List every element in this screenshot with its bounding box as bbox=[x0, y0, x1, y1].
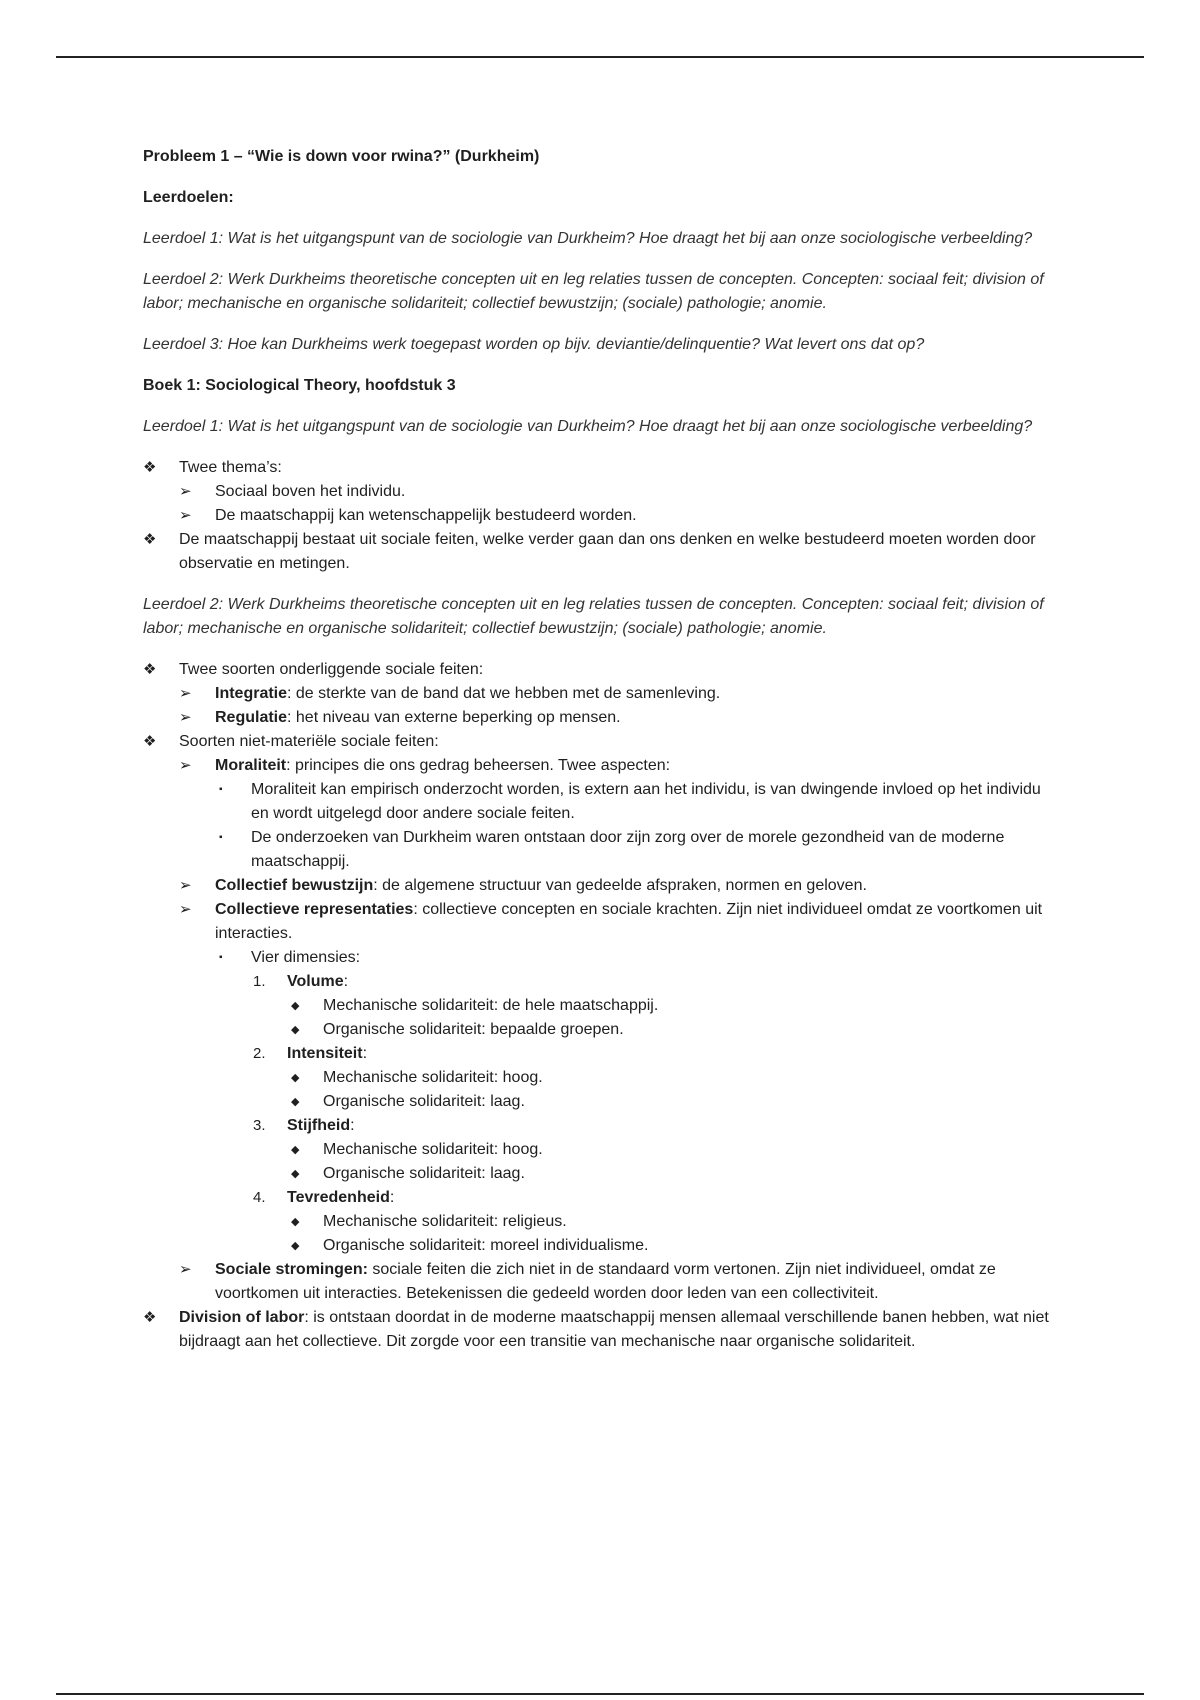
diamond-small-bullet-icon: ◆ bbox=[291, 1240, 300, 1252]
square-bullet-icon: ▪ bbox=[219, 832, 223, 843]
list-item: ➢ Integratie: de sterkte van de band dat we hebben met de samenleving. bbox=[179, 682, 1063, 706]
footer-rule bbox=[56, 1693, 1144, 1695]
square-bullet-icon: ▪ bbox=[219, 784, 223, 795]
diamond-bullet-icon: ❖ bbox=[143, 733, 157, 750]
diamond-small-bullet-icon: ◆ bbox=[291, 1096, 300, 1108]
diamond-small-bullet-icon: ◆ bbox=[291, 1216, 300, 1228]
list-item: ◆ Mechanische solidariteit: hoog. bbox=[287, 1066, 1063, 1090]
arrow-bullet-icon: ➢ bbox=[179, 709, 192, 726]
arrow-bullet-icon: ➢ bbox=[179, 877, 192, 894]
arrow-bullet-icon: ➢ bbox=[179, 757, 192, 774]
arrow-bullet-icon: ➢ bbox=[179, 685, 192, 702]
section-1-list bbox=[143, 456, 1063, 576]
list-item: ◆ Mechanische solidariteit: hoog. bbox=[287, 1138, 1063, 1162]
list-item: ➢ Regulatie: het niveau van externe beperking op mensen. bbox=[179, 706, 1063, 730]
list-item: ◆ Mechanische solidariteit: de hele maatschappij. bbox=[287, 994, 1063, 1018]
diamond-small-bullet-icon: ◆ bbox=[291, 1000, 300, 1012]
list-item: ▪ De onderzoeken van Durkheim waren ontstaan door zijn zorg over de morele gezondheid van de moderne maatschappij. bbox=[215, 826, 1063, 874]
list-item: ◆ Organische solidariteit: bepaalde groepen. bbox=[287, 1018, 1063, 1042]
list-item: ▪ Vier dimensies: 1. Volume: ◆ Mechanische solidariteit: de hele maatschappij. ◆ Organische solidariteit: bepaalde groepen. 2. Intensiteit: ◆ Mechanische solidariteit: hoog. ◆ Organische solidariteit: laag. 3. Stijfheid: ◆ Mechanische solidariteit: hoog. ◆ Organische solidariteit: laag. 4. Tevredenheid: ◆ Mechanische solidariteit: religieus. ◆ Organische solidariteit: moreel individualisme. bbox=[215, 946, 1063, 1258]
list-item: ▪ Moraliteit kan empirisch onderzocht worden, is extern aan het individu, is van dwingende invloed op het individu en wordt uitgelegd door andere sociale feiten. bbox=[215, 778, 1063, 826]
diamond-small-bullet-icon: ◆ bbox=[291, 1168, 300, 1180]
dimensions-list bbox=[251, 970, 1063, 1258]
list-item: ❖ Division of labor: is ontstaan doordat in de moderne maatschappij mensen allemaal verschillende banen hebben, wat niet bijdraagt aan het collectieve. Dit zorgde voor een transitie van mechanische naar organische solidariteit. bbox=[143, 1306, 1063, 1354]
list-item: ◆ Organische solidariteit: moreel individualisme. bbox=[287, 1234, 1063, 1258]
list-item: ➢ Collectieve representaties: collectieve concepten en sociale krachten. Zijn niet individueel omdat ze voortkomen uit interacties. ▪ Vier dimensies: 1. Volume: ◆ Mechanische solidariteit: de hele maatschappij. ◆ Organische solidariteit: bepaalde groepen. 2. Intensiteit: ◆ Mechanische solidariteit: hoog. ◆ Organische solidariteit: laag. 3. Stijfheid: ◆ Mechanische solidariteit: hoog. ◆ Organische solidariteit: laag. 4. Tevredenheid: ◆ Mechanische solidariteit: religieus. ◆ Organische solidariteit: moreel individualisme. bbox=[179, 898, 1063, 1258]
list-item: ➢ Sociale stromingen: sociale feiten die zich niet in de standaard vorm vertonen. Zijn niet individueel, omdat ze voortkomen uit interacties. Betekenissen die gedeeld worden door leden van een collectiviteit. bbox=[179, 1258, 1063, 1306]
list-item: ◆ Organische solidariteit: laag. bbox=[287, 1162, 1063, 1186]
leerdoelen-heading: Leerdoelen: bbox=[143, 189, 234, 206]
diamond-bullet-icon: ❖ bbox=[143, 459, 157, 476]
list-item: 3. Stijfheid: ◆ Mechanische solidariteit: hoog. ◆ Organische solidariteit: laag. bbox=[251, 1114, 1063, 1186]
learning-goal-1: Leerdoel 1: Wat is het uitgangspunt van de sociologie van Durkheim? Hoe draagt het bij aan onze sociologische verbeelding? bbox=[143, 230, 1033, 247]
list-item: ➢ De maatschappij kan wetenschappelijk bestudeerd worden. bbox=[179, 504, 1063, 528]
document-body bbox=[143, 145, 1063, 1371]
diamond-bullet-icon: ❖ bbox=[143, 661, 157, 678]
list-item: ❖ Twee soorten onderliggende sociale feiten: ➢ Integratie: de sterkte van de band dat we hebben met de samenleving. ➢ Regulatie: het niveau van externe beperking op mensen. bbox=[143, 658, 1063, 730]
header-rule bbox=[56, 56, 1144, 58]
arrow-bullet-icon: ➢ bbox=[179, 901, 192, 918]
list-item: 2. Intensiteit: ◆ Mechanische solidariteit: hoog. ◆ Organische solidariteit: laag. bbox=[251, 1042, 1063, 1114]
list-item: ➢ Collectief bewustzijn: de algemene structuur van gedeelde afspraken, normen en geloven. bbox=[179, 874, 1063, 898]
list-item: ◆ Mechanische solidariteit: religieus. bbox=[287, 1210, 1063, 1234]
list-item: 1. Volume: ◆ Mechanische solidariteit: de hele maatschappij. ◆ Organische solidariteit: bepaalde groepen. bbox=[251, 970, 1063, 1042]
arrow-bullet-icon: ➢ bbox=[179, 1261, 192, 1278]
diamond-small-bullet-icon: ◆ bbox=[291, 1024, 300, 1036]
list-item: ❖ De maatschappij bestaat uit sociale feiten, welke verder gaan dan ons denken en welke bestudeerd moeten worden door observatie en metingen. bbox=[143, 528, 1063, 576]
list-item: ❖ Soorten niet-materiële sociale feiten: ➢ Moraliteit: principes die ons gedrag beheersen. Twee aspecten: ▪ Moraliteit kan empirisch onderzocht worden, is extern aan het individu, is van dwingende invloed op het individu en wordt uitgelegd door andere sociale feiten. ▪ De onderzoeken van Durkheim waren ontstaan door zijn zorg over de morele gezondheid van de moderne maatschappij. ➢ Collectief bewustzijn: de algemene structuur van gedeelde afspraken, normen en geloven. ➢ Collectieve representaties: collectieve concepten en sociale krachten. Zijn niet individueel omdat ze voortkomen uit interacties. ▪ Vier dimensies: 1. Volume: ◆ Mechanische solidariteit: de hele maatschappij. ◆ Organische solidariteit: bepaalde groepen. 2. Intensiteit: ◆ Mechanische solidariteit: hoog. ◆ Organische solidariteit: laag. 3. Stijfheid: ◆ Mechanische solidariteit: hoog. ◆ Organische solidariteit: laag. 4. Tevredenheid: ◆ Mechanische solidariteit: religieus. ◆ Organische solidariteit: moreel individualisme. ➢ Sociale stromingen: sociale feiten die zich niet in de standaard vorm vertonen. Zijn niet individueel, omdat ze voortkomen uit interacties. Betekenissen die gedeeld worden door leden van een collectiviteit. bbox=[143, 730, 1063, 1306]
diamond-small-bullet-icon: ◆ bbox=[291, 1072, 300, 1084]
list-item: ➢ Moraliteit: principes die ons gedrag beheersen. Twee aspecten: ▪ Moraliteit kan empirisch onderzocht worden, is extern aan het individu, is van dwingende invloed op het individu en wordt uitgelegd door andere sociale feiten. ▪ De onderzoeken van Durkheim waren ontstaan door zijn zorg over de morele gezondheid van de moderne maatschappij. bbox=[179, 754, 1063, 874]
diamond-small-bullet-icon: ◆ bbox=[291, 1144, 300, 1156]
list-item: ➢ Sociaal boven het individu. bbox=[179, 480, 1063, 504]
square-bullet-icon: ▪ bbox=[219, 952, 223, 963]
arrow-bullet-icon: ➢ bbox=[179, 483, 192, 500]
section-2-list bbox=[143, 658, 1063, 1354]
list-item: ❖ Twee thema’s: ➢ Sociaal boven het individu. ➢ De maatschappij kan wetenschappelijk bestudeerd worden. bbox=[143, 456, 1063, 528]
learning-goal-2: Leerdoel 2: Werk Durkheims theoretische concepten uit en leg relaties tussen de concepten. Concepten: sociaal feit; division of labor; mechanische en organische solidariteit; collectief bewustzijn; (sociale) pathologie; anomie. bbox=[143, 271, 1044, 312]
learning-goal-2-repeat: Leerdoel 2: Werk Durkheims theoretische concepten uit en leg relaties tussen de concepten. Concepten: sociaal feit; division of labor; mechanische en organische solidariteit; collectief bewustzijn; (sociale) pathologie; anomie. bbox=[143, 596, 1044, 637]
book-heading: Boek 1: Sociological Theory, hoofdstuk 3 bbox=[143, 377, 456, 394]
arrow-bullet-icon: ➢ bbox=[179, 507, 192, 524]
list-item: ◆ Organische solidariteit: laag. bbox=[287, 1090, 1063, 1114]
diamond-bullet-icon: ❖ bbox=[143, 1309, 157, 1326]
document-title: Probleem 1 – “Wie is down voor rwina?” (Durkheim) bbox=[143, 148, 540, 165]
list-item: 4. Tevredenheid: ◆ Mechanische solidariteit: religieus. ◆ Organische solidariteit: moreel individualisme. bbox=[251, 1186, 1063, 1258]
learning-goal-1-repeat: Leerdoel 1: Wat is het uitgangspunt van de sociologie van Durkheim? Hoe draagt het bij aan onze sociologische verbeelding? bbox=[143, 418, 1033, 435]
learning-goal-3: Leerdoel 3: Hoe kan Durkheims werk toegepast worden op bijv. deviantie/delinquentie? Wat levert ons dat op? bbox=[143, 336, 925, 353]
diamond-bullet-icon: ❖ bbox=[143, 531, 157, 548]
